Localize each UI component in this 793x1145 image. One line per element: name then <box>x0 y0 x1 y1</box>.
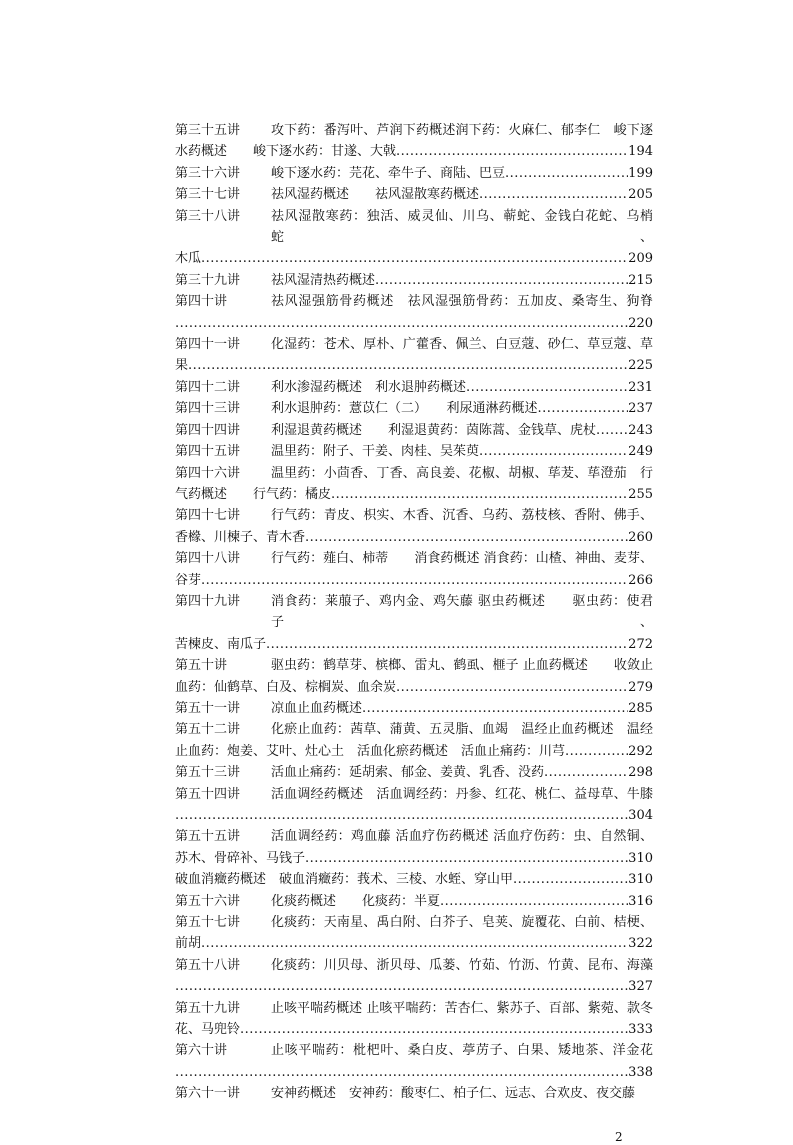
page-body <box>175 120 653 1145</box>
lecture-label: 第四十六讲 <box>175 465 241 481</box>
entry-title: 祛风湿清热药概述 <box>271 272 376 288</box>
lecture-label: 第四十三讲 <box>175 401 241 417</box>
lecture-label: 第五十七讲 <box>175 915 241 931</box>
toc-line <box>175 548 653 569</box>
entry-title: 化痰药：川贝母、浙贝母、瓜蒌、竹茹、竹沥、竹黄、昆布、海藻 <box>271 957 653 973</box>
page-ref: 316 <box>628 893 653 909</box>
toc-line <box>175 719 653 740</box>
toc-line <box>175 334 653 355</box>
dot-leader <box>479 441 628 462</box>
toc-entry <box>175 291 653 334</box>
dot-leader <box>466 377 628 398</box>
page-ref: 310 <box>628 872 653 888</box>
entry-title: 香橼、川楝子、青木香 <box>175 529 306 545</box>
entry-title: 温里药：小茴香、丁香、高良姜、花椒、胡椒、荜茇、荜澄茄 行 <box>271 465 653 481</box>
page-ref: 220 <box>628 315 653 331</box>
toc-line <box>175 784 653 805</box>
page-ref: 338 <box>628 1064 653 1080</box>
toc-line <box>175 484 653 505</box>
entry-title: 温里药：附子、干姜、肉桂、吴茱萸 <box>271 444 480 460</box>
toc-line <box>175 655 653 676</box>
toc-line <box>175 248 653 269</box>
lecture-label: 第四十四讲 <box>175 422 241 438</box>
dot-leader <box>305 848 628 869</box>
toc-line <box>175 463 653 484</box>
page-ref: 243 <box>628 422 653 438</box>
toc-line <box>175 891 653 912</box>
entry-title: 止咳平喘药概述 止咳平喘药：苦杏仁、紫苏子、百部、紫菀、款冬 <box>271 1000 653 1016</box>
entry-title: 利水退肿药：薏苡仁（二） 利尿通淋药概述 <box>271 401 538 417</box>
dot-leader <box>175 313 628 334</box>
page-ref: 298 <box>628 765 653 781</box>
entry-title: 化瘀止血药：茜草、蒲黄、五灵脂、血竭 温经止血药概述 温经 <box>271 722 653 738</box>
dot-leader <box>565 741 628 762</box>
toc-line <box>175 291 653 312</box>
toc-line <box>175 163 653 184</box>
toc-entry <box>175 420 653 441</box>
toc-line <box>175 933 653 954</box>
toc-line <box>175 698 653 719</box>
toc-line <box>175 848 653 869</box>
dot-leader <box>188 355 628 376</box>
page-ref: 333 <box>628 1022 653 1038</box>
dot-leader <box>175 805 628 826</box>
dot-leader <box>513 869 628 890</box>
toc-entry <box>175 762 653 783</box>
lecture-label: 第五十四讲 <box>175 786 241 802</box>
toc-entry <box>175 505 653 548</box>
toc-line <box>175 634 653 655</box>
entry-title: 攻下药：番泻叶、芦润下药概述润下药：火麻仁、郁李仁 峻下逐 <box>271 123 653 138</box>
entry-title: 花、马兜铃 <box>175 1022 241 1038</box>
entry-title: 谷芽 <box>175 572 202 588</box>
toc-entry <box>175 1083 653 1104</box>
toc-entry <box>175 869 653 890</box>
lecture-label: 第五十讲 <box>175 658 228 674</box>
page-ref: 327 <box>628 979 653 995</box>
page-ref: 266 <box>628 572 653 588</box>
toc-line <box>175 955 653 976</box>
toc-line <box>175 1040 653 1061</box>
entry-title: 活血调经药：鸡血藤 活血疗伤药概述 活血疗伤药：虫、自然铜、 <box>271 829 653 845</box>
lecture-label: 第五十六讲 <box>175 893 241 909</box>
entry-title: 驱虫药：鹤草芽、槟榔、雷丸、鹤虱、榧子 止血药概述 收敛止 <box>271 658 653 674</box>
entry-title: 化痰药概述 化痰药：半夏 <box>271 893 441 909</box>
page-ref: 310 <box>628 850 653 866</box>
dot-leader <box>505 163 628 184</box>
page-ref: 194 <box>628 144 653 160</box>
lecture-label: 第四十九讲 <box>175 593 241 609</box>
toc-line <box>175 355 653 376</box>
toc-entry <box>175 591 653 655</box>
page-ref: 279 <box>628 679 653 695</box>
page-ref: 260 <box>628 529 653 545</box>
entry-title: 祛风湿强筋骨药概述 祛风湿强筋骨药：五加皮、桑寄生、狗脊 <box>271 294 653 310</box>
dot-leader <box>362 698 628 719</box>
lecture-label: 第四十二讲 <box>175 379 241 395</box>
page-ref: 199 <box>628 165 653 181</box>
entry-title: 前胡 <box>175 936 202 952</box>
dot-leader <box>479 184 628 205</box>
page-ref: 225 <box>628 358 653 374</box>
toc-line <box>175 570 653 591</box>
lecture-label: 第四十八讲 <box>175 551 241 567</box>
toc-entry <box>175 719 653 762</box>
lecture-label: 第四十五讲 <box>175 444 241 460</box>
dot-leader <box>544 762 628 783</box>
lecture-label: 第三十七讲 <box>175 187 241 203</box>
entry-title: 苦楝皮、南瓜子 <box>175 636 267 652</box>
entry-title: 消食药：莱菔子、鸡内金、鸡矢藤 驱虫药概述 驱虫药：使君子、 <box>271 593 653 631</box>
entry-title: 活血调经药概述 活血调经药：丹参、红花、桃仁、益母草、牛膝 <box>271 786 653 802</box>
toc-entry <box>175 1040 653 1083</box>
lecture-label: 第五十八讲 <box>175 957 241 973</box>
page-ref: 215 <box>628 272 653 288</box>
toc-entry <box>175 698 653 719</box>
toc-line <box>175 377 653 398</box>
dot-leader <box>538 398 629 419</box>
toc-entry <box>175 334 653 377</box>
dot-leader <box>240 1019 628 1040</box>
toc-entry <box>175 377 653 398</box>
toc-entry <box>175 120 653 163</box>
entry-title: 气药概述 行气药：橘皮 <box>175 486 332 502</box>
dot-leader <box>375 270 628 291</box>
lecture-label: 第六十讲 <box>175 1043 228 1059</box>
lecture-label: 第四十讲 <box>175 294 228 310</box>
page-ref: 209 <box>628 251 653 267</box>
entry-title: 活血止痛药：延胡索、郁金、姜黄、乳香、没药 <box>271 765 545 781</box>
toc-line <box>175 120 653 141</box>
lecture-label: 第五十五讲 <box>175 829 241 845</box>
toc-line <box>175 826 653 847</box>
toc-line <box>175 1019 653 1040</box>
toc-entry <box>175 891 653 912</box>
dot-leader <box>201 248 628 269</box>
dot-leader <box>175 1062 628 1083</box>
toc-line <box>175 1083 653 1104</box>
page-ref: 231 <box>628 379 653 395</box>
dot-leader <box>396 141 628 162</box>
dot-leader <box>440 891 628 912</box>
entry-title: 利水渗湿药概述 利水退肿药概述 <box>271 379 467 395</box>
page-ref: 285 <box>628 700 653 716</box>
dot-leader <box>266 634 628 655</box>
toc-line <box>175 1062 653 1083</box>
toc-entry <box>175 184 653 205</box>
entry-title: 苏木、骨碎补、马钱子 <box>175 850 306 866</box>
toc-entry <box>175 463 653 506</box>
toc-line <box>175 270 653 291</box>
toc-line <box>175 741 653 762</box>
lecture-label: 第三十八讲 <box>175 208 241 224</box>
toc-entry <box>175 784 653 827</box>
dot-leader <box>596 420 628 441</box>
toc-entry <box>175 548 653 591</box>
page-ref: 304 <box>628 808 653 823</box>
toc-line <box>175 420 653 441</box>
toc-line <box>175 869 653 890</box>
dot-leader <box>201 570 628 591</box>
entry-title: 果 <box>175 358 189 374</box>
table-of-contents <box>175 120 653 1105</box>
page-number: 2 <box>615 1129 623 1144</box>
entry-title: 血药：仙鹤草、白及、棕榈炭、血余炭 <box>175 679 397 695</box>
toc-entry <box>175 955 653 998</box>
toc-line <box>175 441 653 462</box>
dot-leader <box>396 677 628 698</box>
entry-title: 化湿药：苍术、厚朴、广藿香、佩兰、白豆蔻、砂仁、草豆蔻、草 <box>271 337 653 353</box>
toc-line <box>175 206 653 249</box>
lecture-label: 第三十五讲 <box>175 123 241 138</box>
toc-line <box>175 527 653 548</box>
toc-line <box>175 313 653 334</box>
toc-line <box>175 998 653 1019</box>
toc-line <box>175 976 653 997</box>
toc-entry <box>175 163 653 184</box>
page-ref: 237 <box>628 401 653 417</box>
page-ref: 205 <box>628 187 653 203</box>
dot-leader <box>201 933 628 954</box>
lecture-label: 第五十三讲 <box>175 765 241 781</box>
page-ref: 322 <box>628 936 653 952</box>
toc-entry <box>175 826 653 869</box>
lecture-label: 第四十七讲 <box>175 508 241 524</box>
toc-line <box>175 398 653 419</box>
toc-entry <box>175 912 653 955</box>
page-ref: 292 <box>628 743 653 759</box>
entry-title: 止血药：炮姜、艾叶、灶心土 活血化瘀药概述 活血止痛药：川芎 <box>175 743 566 759</box>
toc-entry <box>175 270 653 291</box>
toc-line <box>175 591 653 634</box>
toc-entry <box>175 998 653 1041</box>
dot-leader <box>331 484 628 505</box>
entry-title: 水药概述 峻下逐水药：甘遂、大戟 <box>175 144 397 160</box>
toc-line <box>175 762 653 783</box>
lecture-label: 第五十九讲 <box>175 1000 241 1016</box>
toc-line <box>175 505 653 526</box>
toc-line <box>175 184 653 205</box>
lecture-label: 第四十一讲 <box>175 337 241 353</box>
lecture-label: 第六十一讲 <box>175 1086 241 1102</box>
entry-title: 安神药概述 安神药：酸枣仁、柏子仁、远志、合欢皮、夜交藤 <box>271 1086 636 1102</box>
entry-title: 木瓜 <box>175 251 202 267</box>
toc-entry <box>175 441 653 462</box>
page-ref: 272 <box>628 636 653 652</box>
toc-line <box>175 677 653 698</box>
lecture-label: 第五十一讲 <box>175 700 241 716</box>
lecture-label: 第三十六讲 <box>175 165 241 181</box>
entry-title: 利湿退黄药概述 利湿退黄药：茵陈蒿、金钱草、虎杖 <box>271 422 597 438</box>
entry-title: 行气药：薤白、柿蒂 消食药概述 消食药：山楂、神曲、麦芽、 <box>271 551 653 567</box>
dot-leader <box>305 527 628 548</box>
entry-title: 祛风湿药概述 祛风湿散寒药概述 <box>271 187 480 203</box>
entry-title: 止咳平喘药：枇杷叶、桑白皮、葶苈子、白果、矮地茶、洋金花 <box>271 1043 653 1059</box>
dot-leader <box>175 976 628 997</box>
entry-title: 祛风湿散寒药：独活、威灵仙、川乌、蕲蛇、金钱白花蛇、乌梢蛇、 <box>271 208 653 246</box>
toc-line <box>175 141 653 162</box>
entry-title: 行气药：青皮、枳实、木香、沉香、乌药、荔枝核、香附、佛手、 <box>271 508 653 524</box>
lecture-label: 第三十九讲 <box>175 272 241 288</box>
toc-line <box>175 805 653 826</box>
lecture-label: 第五十二讲 <box>175 722 241 738</box>
toc-entry <box>175 206 653 270</box>
entry-title: 峻下逐水药：芫花、牵牛子、商陆、巴豆 <box>271 165 506 181</box>
entry-title: 凉血止血药概述 <box>271 700 363 716</box>
page-ref: 255 <box>628 486 653 502</box>
entry-title: 化痰药：天南星、禹白附、白芥子、皂荚、旋覆花、白前、桔梗、 <box>271 915 653 931</box>
entry-title: 破血消癥药概述 破血消癥药：莪术、三棱、水蛭、穿山甲 <box>175 872 514 888</box>
page-ref: 249 <box>628 444 653 460</box>
toc-entry <box>175 398 653 419</box>
toc-line <box>175 912 653 933</box>
toc-entry <box>175 655 653 698</box>
